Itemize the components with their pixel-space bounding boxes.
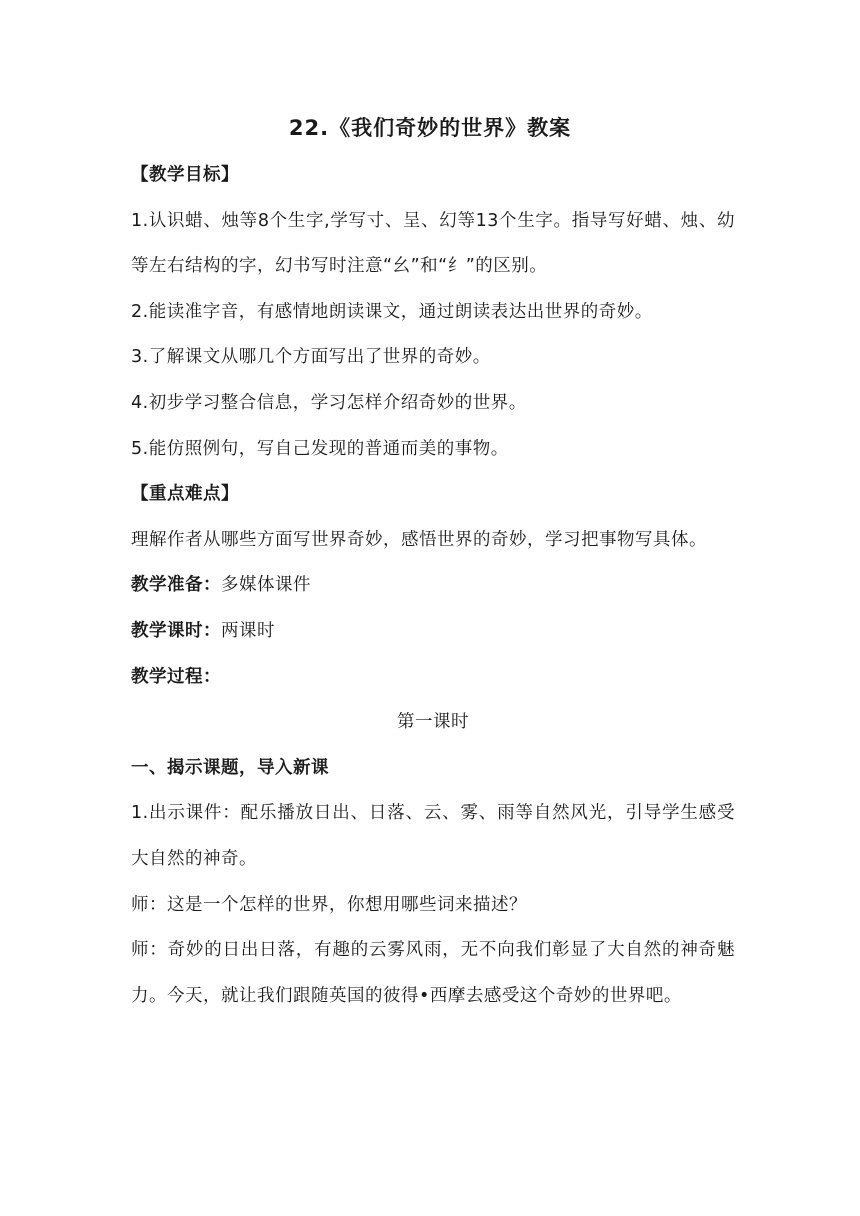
section1-item-3: 师：奇妙的日出日落，有趣的云雾风雨，无不向我们彰显了大自然的神奇魅力。今天，就让我们跟随英国的彼得•西摩去感受这个奇妙的世界吧。	[131, 940, 735, 1006]
objective-item-4: 4.初步学习整合信息，学习怎样介绍奇妙的世界。	[131, 392, 527, 413]
lesson1-title: 第一课时	[397, 712, 469, 733]
objective-item-2: 2.能读准字音，有感情地朗读课文，通过朗读表达出世界的奇妙。	[131, 301, 653, 322]
hours-value: 两课时	[221, 620, 275, 641]
preparation-line	[131, 563, 735, 609]
document-title: 22.《我们奇妙的世界》教案	[288, 116, 572, 140]
process-label: 教学过程：	[131, 666, 221, 687]
key-points-heading: 【重点难点】	[131, 484, 239, 505]
objective-item-5: 5.能仿照例句，写自己发现的普通而美的事物。	[131, 438, 509, 459]
preparation-value: 多媒体课件	[221, 575, 311, 596]
key-points-text: 理解作者从哪些方面写世界奇妙，感悟世界的奇妙，学习把事物写具体。	[131, 529, 707, 550]
section1-item-1: 1.出示课件：配乐播放日出、日落、云、雾、雨等自然风光，引导学生感受大自然的神奇。	[131, 803, 735, 869]
preparation-label: 教学准备：	[131, 575, 221, 596]
section1-heading: 一、揭示课题，导入新课	[131, 757, 329, 778]
section1-item-2: 师：这是一个怎样的世界，你想用哪些词来描述？	[131, 894, 527, 915]
objective-item-1: 1.认识蜡、烛等8个生字,学写寸、呈、幻等13个生字。指导写好蜡、烛、幼等左右结构的字，幻书写时注意“幺”和“纟”的区别。	[131, 210, 735, 277]
hours-line	[131, 609, 735, 655]
objectives-heading: 【教学目标】	[131, 165, 239, 185]
hours-label: 教学课时：	[131, 620, 221, 641]
objective-item-3: 3.了解课文从哪几个方面写出了世界的奇妙。	[131, 347, 491, 368]
document-body	[131, 153, 735, 1019]
